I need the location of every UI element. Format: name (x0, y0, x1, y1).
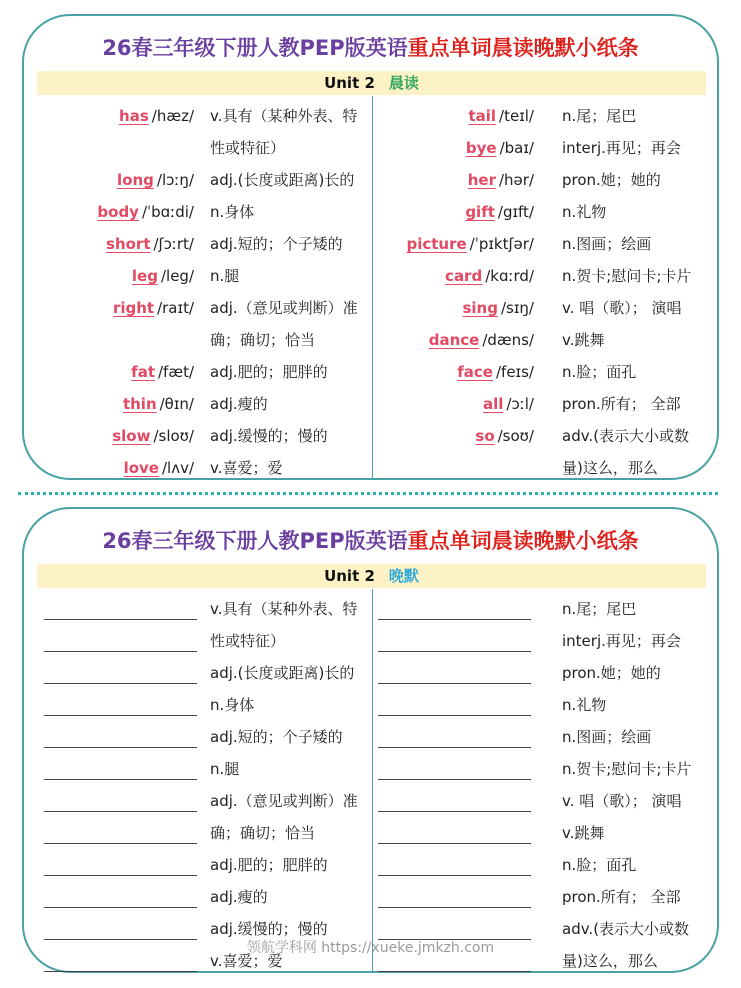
answer-blank[interactable] (44, 683, 197, 684)
cut-line (18, 492, 718, 495)
word-entry (106, 228, 194, 260)
answer-blank[interactable] (44, 971, 197, 972)
chinese-meaning: interj.再见；再会 (562, 139, 681, 157)
chinese-meaning: v.喜爱；爱 (210, 952, 283, 970)
title-part2: 重点单词晨读晚默小纸条 (407, 36, 639, 60)
english-word: thin (122, 395, 157, 413)
answer-blank[interactable] (378, 811, 531, 812)
word-entry (445, 260, 534, 292)
column-divider (372, 589, 373, 971)
phonetic: /feɪs/ (495, 363, 534, 381)
phonetic: /lʌv/ (161, 459, 194, 477)
chinese-meaning: 量)这么，那么 (562, 952, 658, 970)
english-word: short (106, 235, 151, 253)
phonetic: /kɑːrd/ (485, 267, 534, 285)
answer-blank[interactable] (44, 651, 197, 652)
english-word: card (445, 267, 483, 285)
chinese-meaning: n.身体 (210, 203, 255, 221)
answer-blank[interactable] (378, 651, 531, 652)
word-entry (468, 164, 534, 196)
chinese-meaning: pron.她；她的 (562, 171, 661, 189)
phonetic: /ɔːl/ (506, 395, 534, 413)
word-entry (466, 132, 534, 164)
chinese-meaning: adj.缓慢的；慢的 (210, 427, 328, 445)
phonetic: /dæns/ (482, 331, 534, 349)
word-entry (113, 292, 194, 324)
chinese-meaning: interj.再见；再会 (562, 632, 681, 650)
chinese-meaning: n.礼物 (562, 203, 607, 221)
english-word: fat (131, 363, 155, 381)
mode-label-read: 晨读 (388, 74, 419, 92)
english-word: gift (465, 203, 495, 221)
phonetic: /baɪ/ (499, 139, 534, 157)
chinese-meaning: adj.瘦的 (210, 395, 268, 413)
chinese-meaning: adj.(长度或距离)长的 (210, 664, 355, 682)
phonetic: /sloʊ/ (153, 427, 194, 445)
chinese-meaning: n.脸；面孔 (562, 363, 637, 381)
word-entry (117, 164, 194, 196)
answer-blank[interactable] (44, 843, 197, 844)
answer-blank[interactable] (378, 619, 531, 620)
answer-blank[interactable] (44, 715, 197, 716)
chinese-meaning: pron.所有； 全部 (562, 888, 681, 906)
chinese-meaning: n.图画；绘画 (562, 728, 652, 746)
english-word: so (475, 427, 495, 445)
unit-header (37, 71, 706, 95)
answer-blank[interactable] (378, 843, 531, 844)
chinese-meaning: adj.（意见或判断）准 (210, 299, 358, 317)
english-word: slow (112, 427, 151, 445)
chinese-meaning: adv.(表示大小或数 (562, 920, 690, 938)
word-entry (468, 100, 534, 132)
word-entry (131, 356, 194, 388)
english-word: love (123, 459, 159, 477)
english-word: all (483, 395, 504, 413)
word-entry (465, 196, 534, 228)
title-part1: 26春三年级下册人教PEP版英语 (102, 529, 408, 553)
chinese-meaning: pron.所有； 全部 (562, 395, 681, 413)
word-entry (429, 324, 534, 356)
answer-blank[interactable] (44, 619, 197, 620)
word-entry (124, 452, 194, 484)
phonetic: /leg/ (160, 267, 194, 285)
answer-blank[interactable] (44, 779, 197, 780)
word-entry (132, 260, 194, 292)
chinese-meaning: n.贺卡;慰问卡;卡片 (562, 267, 692, 285)
dictation-card (22, 507, 719, 973)
unit-label: Unit 2 (324, 74, 375, 92)
chinese-meaning: v.跳舞 (562, 824, 605, 842)
phonetic: /sɪŋ/ (500, 299, 534, 317)
word-entry (462, 292, 534, 324)
unit-header (37, 564, 706, 588)
title-part2: 重点单词晨读晚默小纸条 (407, 529, 639, 553)
card-title (24, 525, 717, 555)
chinese-meaning: n.腿 (210, 267, 240, 285)
english-word: body (97, 203, 139, 221)
chinese-meaning: 性或特征） (210, 139, 286, 157)
answer-blank[interactable] (378, 747, 531, 748)
chinese-meaning: adj.短的；个子矮的 (210, 235, 343, 253)
unit-label: Unit 2 (324, 567, 375, 585)
chinese-meaning: adv.(表示大小或数 (562, 427, 690, 445)
chinese-meaning: 确；确切；恰当 (210, 331, 316, 349)
chinese-meaning: v. 唱（歌）； 演唱 (562, 299, 682, 317)
chinese-meaning: n.贺卡;慰问卡;卡片 (562, 760, 692, 778)
chinese-meaning: v.具有（某种外表、特 (210, 107, 358, 125)
answer-blank[interactable] (44, 875, 197, 876)
english-word: tail (468, 107, 497, 125)
phonetic: /fæt/ (158, 363, 194, 381)
answer-blank[interactable] (378, 971, 531, 972)
chinese-meaning: n.尾；尾巴 (562, 107, 637, 125)
word-entry (123, 388, 194, 420)
chinese-meaning: n.图画；绘画 (562, 235, 652, 253)
phonetic: /hər/ (498, 171, 534, 189)
chinese-meaning: adj.瘦的 (210, 888, 268, 906)
english-word: leg (131, 267, 158, 285)
english-word: bye (465, 139, 497, 157)
phonetic: /teɪl/ (499, 107, 534, 125)
chinese-meaning: adj.肥的；肥胖的 (210, 363, 328, 381)
phonetic: /lɔːŋ/ (156, 171, 194, 189)
chinese-meaning: 性或特征） (210, 632, 286, 650)
answer-blank[interactable] (378, 779, 531, 780)
english-word: face (457, 363, 493, 381)
chinese-meaning: adj.缓慢的；慢的 (210, 920, 328, 938)
english-word: picture (406, 235, 467, 253)
chinese-meaning: n.脸；面孔 (562, 856, 637, 874)
english-word: right (112, 299, 155, 317)
phonetic: /gɪft/ (497, 203, 534, 221)
chinese-meaning: v.具有（某种外表、特 (210, 600, 358, 618)
mode-label-write: 晚默 (388, 567, 419, 585)
answer-blank[interactable] (378, 715, 531, 716)
watermark: 领航学科网 https://xueke.jmkzh.com (246, 940, 495, 956)
chinese-meaning: 量)这么，那么 (562, 459, 658, 477)
word-entry (97, 196, 194, 228)
english-word: her (467, 171, 496, 189)
english-word: dance (428, 331, 480, 349)
phonetic: /ˈbɑːdi/ (141, 203, 194, 221)
chinese-meaning: 确；确切；恰当 (210, 824, 316, 842)
chinese-meaning: n.腿 (210, 760, 240, 778)
answer-blank[interactable] (44, 907, 197, 908)
chinese-meaning: n.身体 (210, 696, 255, 714)
phonetic: /θɪn/ (159, 395, 194, 413)
card-title (24, 32, 717, 62)
chinese-meaning: adj.(长度或距离)长的 (210, 171, 355, 189)
answer-blank[interactable] (44, 747, 197, 748)
chinese-meaning: v. 唱（歌）； 演唱 (562, 792, 682, 810)
english-word: long (117, 171, 154, 189)
chinese-meaning: n.尾；尾巴 (562, 600, 637, 618)
phonetic: /soʊ/ (497, 427, 534, 445)
word-entry (112, 420, 194, 452)
phonetic: /hæz/ (151, 107, 194, 125)
phonetic: /ˈpɪktʃər/ (469, 235, 534, 253)
word-entry (457, 356, 534, 388)
phonetic: /ʃɔːrt/ (153, 235, 194, 253)
answer-blank[interactable] (378, 907, 531, 908)
chinese-meaning: v.跳舞 (562, 331, 605, 349)
chinese-meaning: pron.她；她的 (562, 664, 661, 682)
chinese-meaning: n.礼物 (562, 696, 607, 714)
column-divider (372, 96, 373, 478)
chinese-meaning: adj.短的；个子矮的 (210, 728, 343, 746)
word-entry (475, 420, 534, 452)
chinese-meaning: adj.肥的；肥胖的 (210, 856, 328, 874)
title-part1: 26春三年级下册人教PEP版英语 (102, 36, 408, 60)
chinese-meaning: adj.（意见或判断）准 (210, 792, 358, 810)
answer-blank[interactable] (44, 811, 197, 812)
word-entry (119, 100, 194, 132)
english-word: has (119, 107, 149, 125)
answer-blank[interactable] (378, 875, 531, 876)
word-entry (406, 228, 534, 260)
reading-card (22, 14, 719, 480)
answer-blank[interactable] (378, 683, 531, 684)
chinese-meaning: v.喜爱；爱 (210, 459, 283, 477)
word-entry (483, 388, 534, 420)
english-word: sing (462, 299, 498, 317)
phonetic: /raɪt/ (157, 299, 194, 317)
